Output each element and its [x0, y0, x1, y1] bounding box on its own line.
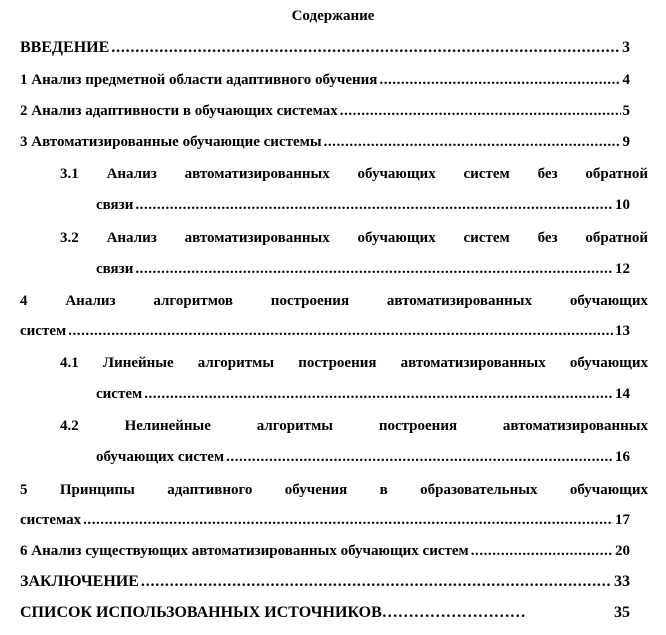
dot-leader — [226, 447, 613, 467]
toc-entry-text: связи — [96, 261, 134, 277]
dot-leader — [471, 541, 613, 561]
dot-leader — [111, 38, 620, 58]
toc-entry-text: 3 Автоматизированные обучающие системы — [20, 134, 322, 150]
toc-entry-text: систем — [20, 323, 67, 339]
toc-entry-text: 2 Анализ адаптивности в обучающих системах — [20, 103, 338, 119]
dot-leader — [135, 195, 613, 215]
toc-entry-page: 33 — [614, 573, 630, 590]
toc-entry-page: 20 — [615, 543, 630, 559]
toc-entry-section-3-1-line1: 3.1 Анализ автоматизированных обучающих систем без обратной — [60, 166, 648, 182]
toc-entry-text: связи — [96, 197, 134, 213]
toc-title: Содержание — [291, 8, 375, 24]
toc-entry-text: 1 Анализ предметной области адаптивного обучения — [20, 72, 378, 88]
toc-entry-text: СПИСОК ИСПОЛЬЗОВАННЫХ ИСТОЧНИКОВ — [20, 604, 382, 621]
toc-entry-page: 16 — [615, 449, 630, 465]
toc-entry-page: 9 — [622, 134, 630, 150]
toc-entry-page: 13 — [615, 323, 630, 339]
toc-entry-page: 5 — [622, 103, 630, 119]
toc-entry-page: 10 — [615, 197, 630, 213]
toc-entry-section-4-1-line1: 4.1 Линейные алгоритмы построения автоматизированных обучающих — [60, 355, 648, 371]
toc-entry-chapter-6 — [20, 541, 630, 561]
toc-entry-page: 35 — [614, 604, 630, 621]
toc-entry-text: 6 Анализ существующих автоматизированных обучающих систем — [20, 543, 469, 559]
toc-entry-chapter-1 — [20, 70, 630, 90]
ellipsis-leader: ……………………… — [381, 604, 526, 621]
dot-leader — [144, 384, 613, 404]
dot-leader — [379, 70, 620, 90]
toc-entry-chapter-4-line1: 4 Анализ алгоритмов построения автоматизированных обучающих — [20, 293, 648, 309]
toc-entry-page: 12 — [615, 261, 630, 277]
toc-entry-section-4-2-line1: 4.2 Нелинейные алгоритмы построения автоматизированных — [60, 418, 648, 434]
toc-entry-chapter-2 — [20, 101, 630, 121]
toc-entry-section-4-2-line2 — [96, 447, 630, 467]
toc-entry-section-3-2-line2 — [96, 259, 630, 279]
toc-entry-page: 17 — [615, 512, 630, 528]
toc-entry-section-4-1-line2 — [96, 384, 630, 404]
toc-entry-chapter-5-line2 — [20, 510, 630, 530]
toc-entry-page: 3 — [622, 39, 630, 56]
dot-leader — [340, 101, 621, 121]
dot-leader — [83, 510, 613, 530]
toc-entry-chapter-5-line1: 5 Принципы адаптивного обучения в образовательных обучающих — [20, 482, 648, 498]
toc-entry-text: системах — [20, 512, 82, 528]
toc-entry-references — [20, 603, 630, 623]
dot-leader — [141, 572, 612, 592]
dot-leader — [68, 321, 613, 341]
toc-entry-text: ВВЕДЕНИЕ — [20, 39, 110, 56]
dot-leader — [324, 132, 621, 152]
toc-entry-page: 4 — [622, 72, 630, 88]
toc-entry-section-3-1-line2 — [96, 195, 630, 215]
toc-entry-chapter-3 — [20, 132, 630, 152]
toc-entry-page: 14 — [615, 386, 630, 402]
toc-entry-text: обучающих систем — [96, 449, 225, 465]
toc-entry-chapter-4-line2 — [20, 321, 630, 341]
toc-entry-conclusion — [20, 572, 630, 592]
dot-leader — [135, 259, 613, 279]
toc-entry-text: ЗАКЛЮЧЕНИЕ — [20, 573, 139, 590]
toc-entry-introduction — [20, 38, 630, 58]
toc-entry-text: систем — [96, 386, 143, 402]
toc-entry-section-3-2-line1: 3.2 Анализ автоматизированных обучающих систем без обратной — [60, 230, 648, 246]
